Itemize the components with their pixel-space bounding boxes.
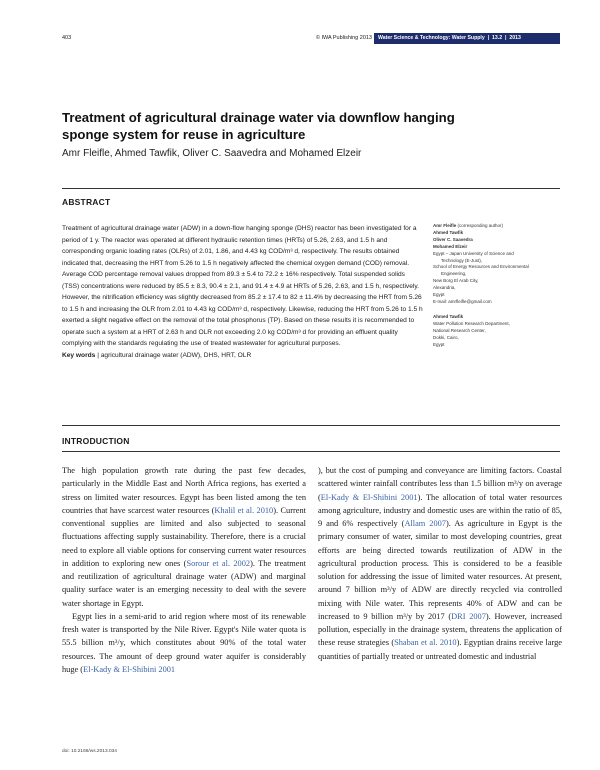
divider xyxy=(62,451,560,452)
citation-link[interactable]: DRI 2007 xyxy=(451,611,486,621)
text-run: ). The allocation of total water resources among agriculture, industry and domestic uses are within the ratio of 85, 9 and 6% respectively ( xyxy=(318,492,562,528)
text-run: The high population growth rate during the past few decades, particularly in the Middle East and North Africa regions, has exerted a stress on limited water resources. Egypt has been listed among the ten countries that have scarcest water resources ( xyxy=(62,466,306,515)
text-run: ). The treatment and reutilization of agricultural drainage water (ADW) and marginal quality surface water is an emerging necessity to deal with the severe water shortage in Egypt. xyxy=(62,558,306,608)
affiliation-author: Amr Fleifle xyxy=(433,223,457,228)
affiliation-author: Ahmed Tawfik xyxy=(433,313,464,319)
running-header xyxy=(62,33,560,45)
separator: | xyxy=(486,35,491,41)
introduction-heading: INTRODUCTION xyxy=(62,436,130,446)
text-run: ). As agriculture in Egypt is the primary consumer of water, similar to most developing countries, great efforts are being directed towards reutilization of ADW in the agricultural production process. This is considered to be a feasible solution for addressing the issue of limited water resources. At present, around 7 billion m³/y of ADW are directly recycled via controlled mixing with Nile water. This represents 40% of ADW and can be increased to 9 billion m³/y by 2017 ( xyxy=(318,519,562,621)
citation-link[interactable]: Sorour et al. 2002 xyxy=(186,558,251,568)
affiliation-author: Ahmed Tawfik xyxy=(433,229,464,235)
affiliation-line: Alexandria, xyxy=(433,285,456,291)
journal-banner xyxy=(374,33,560,44)
body-column-left xyxy=(62,464,306,676)
journal-issue: 13.2 xyxy=(492,35,503,41)
keywords: Key words | agricultural drainage water (ADW), DHS, HRT, OLR xyxy=(62,352,252,360)
divider xyxy=(62,188,560,189)
abstract-heading: ABSTRACT xyxy=(62,197,111,207)
journal-name: Water Science & Technology: Water Supply xyxy=(378,35,485,41)
affiliation-line: National Research Center, xyxy=(433,327,486,333)
affiliations xyxy=(433,223,561,348)
abstract-body xyxy=(62,223,424,362)
paragraph-continued xyxy=(318,464,562,663)
text-run: Egypt lies in a semi-arid to arid region where most of its renewable fresh water is transported by the Nile River. Egypt's Nile water quota is 55.5 billion m³/y, which constitutes about 90% of the total water resources. The amount of deep ground water aquifer is considerably huge ( xyxy=(62,611,306,674)
affiliation-line: Water Pollution Research Department, xyxy=(433,320,510,326)
text-run: ), but the cost of pumping and conveyance are limiting factors. Coastal scattered winter rainfall contributes less than 1.5 billion m³/y on average ( xyxy=(318,466,562,502)
affiliation-author: Mohamed Elzeir xyxy=(433,243,468,249)
citation-link[interactable]: Shaban et al. 2010 xyxy=(394,638,457,648)
affiliation-line: School of Energy Resources and Environmental xyxy=(433,264,529,270)
paragraph xyxy=(62,464,306,610)
keywords-list: agricultural drainage water (ADW), DHS, HRT, OLR xyxy=(100,352,252,360)
affiliation-line: Engineering, xyxy=(441,271,467,277)
author-list: Amr Fleifle, Ahmed Tawfik, Oliver C. Saavedra and Mohamed Elzeir xyxy=(62,148,362,159)
corresponding-note: (corresponding author) xyxy=(457,223,504,228)
page-number: 403 xyxy=(62,35,72,41)
separator: | xyxy=(503,35,508,41)
text-run: ). Egyptian drains receive large quantities of partially treated or untreated domestic and industrial xyxy=(318,638,562,661)
citation-link[interactable]: Khalil et al. 2010 xyxy=(214,505,274,515)
affiliation-line: Egypt xyxy=(433,341,445,347)
affiliation-line: Technology (E-Just), xyxy=(441,257,483,263)
journal-year: 2013 xyxy=(509,35,521,41)
affiliation-author: Oliver C. Saavedra xyxy=(433,236,473,242)
citation-link[interactable]: El-Kady & El-Shibini 2001 xyxy=(320,492,418,502)
divider xyxy=(62,425,560,426)
publisher-notice: © IWA Publishing 2013 xyxy=(315,35,372,41)
affiliation-line: New Borg El Arab City, xyxy=(433,278,479,284)
citation-link[interactable]: Allam 2007 xyxy=(404,519,446,528)
citation-link[interactable]: El-Kady & El-Shibini 2001 xyxy=(83,664,176,674)
affiliation-line: Egypt xyxy=(433,292,445,298)
text-run: ). However, increased pollution, especially in the drainage system, threatens the application of these reuse strategies ( xyxy=(318,611,562,648)
keywords-label: Key words xyxy=(62,352,96,360)
abstract-text: Treatment of agricultural drainage water (ADW) in a down-flow hanging sponge (DHS) reactor has been investigated for a period of 1 y. The reactor was operated at different hydraulic retention times (HRTs) of 5.26, 2.63, and 1.5 h and corresponding organic loading rates (OLRs) of 2.01, 1.86, and 4.43 kg COD/m³ d, respectively. The results obtained indicated that, decreasing the HRT from 5.26 to 1.5 h negatively affected the chemical oxygen demand (COD) removal. Average COD percentage removal values dropped from 89.3 ± 5.4 to 72.2 ± 16% respectively. Total suspended solids (TSS) concentrations were reduced by 85.5 ± 8.3, 90.4 ± 2.1, and 91.4 ± 4.9 at HRTs of 5.26, 2.63, and 1.5 h, respectively. However, the nitrification efficiency was slightly decreased from 85.2 ± 17.4 to 82 ± 11.4% by decreasing the HRT from 5.26 to 1.5 h and increasing the OLR from 2.01 to 4.43 kg COD/m³ d, respectively. Likewise, reducing the HRT from 5.26 to 1.5 h exerted a slight negative effect on the removal of the total phosphorus (TP). Based on these results it is recommended to operate such a system at a HRT of 2.63 h and OLR not exceeding 2.0 kg COD/m³ d for providing an effluent quality complying with the standards regulating the use of treated wastewater for agricultural purposes. xyxy=(62,225,423,348)
email-address[interactable]: E-mail: amrfleifle@gmail.com xyxy=(433,298,492,304)
doi-footer: doi: 10.2166/ws.2013.034 xyxy=(62,749,117,754)
article-title: Treatment of agricultural drainage water via downflow hanging sponge system for reuse in agriculture xyxy=(62,110,455,142)
paragraph xyxy=(62,610,306,676)
affiliation-line: Egypt – Japan University of Science and xyxy=(433,250,514,256)
text-run: ). Current conventional supplies are limited and also subjected to seasonal fluctuations affecting supply sustainability. Therefore, there is a crucial need to explore all viable options for conserving current water resources in addition to exploring new ones ( xyxy=(62,505,306,568)
affiliation-line: Dokki, Cairo, xyxy=(433,334,459,340)
body-column-right xyxy=(318,464,562,663)
